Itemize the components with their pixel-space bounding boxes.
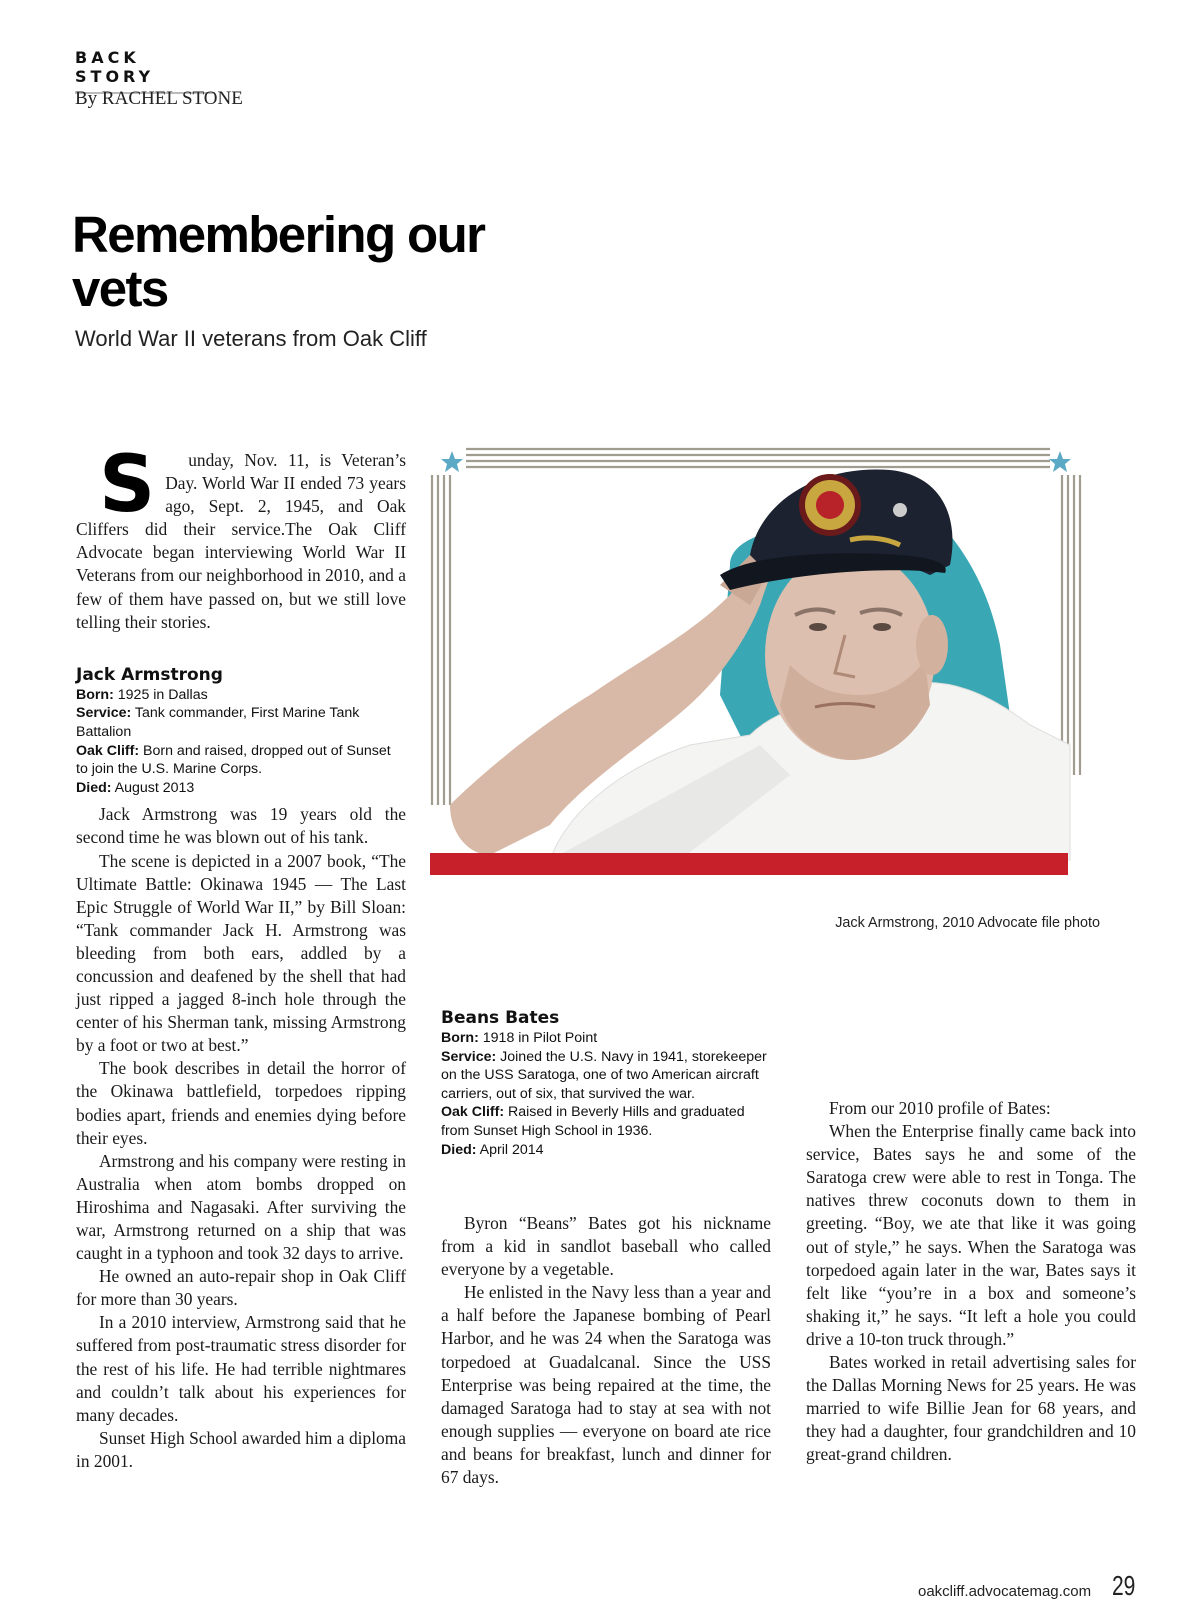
star-icon xyxy=(441,451,463,472)
fact-oak-cliff: Oak Cliff: Raised in Beverly Hills and graduated from Sunset High School in 1936. xyxy=(441,1104,745,1139)
body-paragraph: From our 2010 profile of Bates: xyxy=(829,1098,1051,1118)
veteran-name: Jack Armstrong xyxy=(76,664,223,685)
fact-box-beans xyxy=(441,1007,771,1159)
fact-service: Service: Joined the U.S. Navy in 1941, storekeeper on the USS Saratoga, one of two American aircraft carriers, out of six, that survived the war. xyxy=(441,1048,767,1102)
fact-service: Service: Tank commander, First Marine Tank Battalion xyxy=(76,705,360,740)
veteran-name: Beans Bates xyxy=(441,1008,560,1028)
photo-frame xyxy=(430,445,1110,905)
footer-url: oakcliff.advocatemag.com xyxy=(918,1583,1092,1600)
column-left xyxy=(76,440,406,1473)
fact-born: Born: 1918 in Pilot Point xyxy=(441,1030,598,1046)
intro-text: unday, Nov. 11, is Veteran’s Day. World War II ended 73 years ago, Sept. 2, 1945, and Oak Cliffers did their service.The Oak Cliff Advocate began interviewing World War II Veterans from our neighborhood in 2010, and a few of them have passed on, but we still love telling their stories. xyxy=(76,450,406,632)
column-middle xyxy=(441,1212,771,1489)
photo-caption: Jack Armstrong, 2010 Advocate file photo xyxy=(835,915,1100,931)
body-paragraph: The book describes in detail the horror of the Okinawa battlefield, torpedoes ripping bodies apart, friends and enemies dying before their eyes. xyxy=(76,1058,406,1148)
page-number: 29 xyxy=(1112,1570,1136,1601)
body-paragraph: In a 2010 interview, Armstrong said that he suffered from post-traumatic stress disorder for the rest of his life. He had terrible nightmares and couldn’t talk about his experiences for many decades. xyxy=(76,1312,406,1425)
body-paragraph: Sunset High School awarded him a diploma in 2001. xyxy=(76,1427,406,1471)
fact-died: Died: August 2013 xyxy=(76,779,195,796)
fact-died: Died: April 2014 xyxy=(441,1141,544,1158)
red-banner-bar xyxy=(430,853,1068,875)
subheadline: World War II veterans from Oak Cliff xyxy=(75,326,427,351)
body-paragraph: Bates worked in retail advertising sales for the Dallas Morning News for 25 years. He was married to wife Billie Jean for 68 years, and they had a daughter, four grandchildren and 10 great-grand children. xyxy=(806,1352,1136,1465)
fact-oak-cliff: Oak Cliff: Born and raised, dropped out of Sunset to join the U.S. Marine Corps. xyxy=(76,742,391,778)
headline: Remembering our vets xyxy=(72,206,485,317)
body-paragraph: Jack Armstrong was 19 years old the second time he was blown out of his tank. xyxy=(76,804,406,848)
body-paragraph: He enlisted in the Navy less than a year and a half before the Japanese bombing of Pearl Harbor, and he was 24 when the Saratoga was torpedoed at Guadalcanal. Since the USS Enterprise was being repaired at the time, the damaged Saratoga had to stay at sea with not enough supplies — everyone on board ate rice and beans for breakfast, lunch and dinner for 67 days. xyxy=(441,1282,771,1488)
body-paragraph: The scene is depicted in a 2007 book, “The Ultimate Battle: Okinawa 1945 — The Last Epic Struggle of World War II,” by Bill Sloan: “Tank commander Jack H. Armstrong was bleeding from both ears, addled by a concussion and deafened by the shell that had just ripped a jagged 8-inch hole through the center of his Sherman tank, missing Armstrong by a foot or two at best.” xyxy=(76,850,406,1056)
body-paragraph: He owned an auto-repair shop in Oak Cliff for more than 30 years. xyxy=(76,1266,406,1310)
star-icon xyxy=(1049,451,1071,472)
drop-cap: S xyxy=(99,440,156,530)
fact-born: Born: 1925 in Dallas xyxy=(76,686,208,703)
column-right xyxy=(806,1097,1136,1467)
veteran-salute-photo xyxy=(430,445,1110,905)
body-paragraph: Armstrong and his company were resting in Australia when atom bombs dropped on Hiroshima and Nagasaki. After surviving the war, Armstrong returned on a ship that was caught in a typhoon and took 32 days to arrive. xyxy=(76,1150,406,1264)
fact-box-jack xyxy=(76,664,406,798)
section-kicker: BACK STORY xyxy=(75,48,215,94)
intro-paragraph xyxy=(76,440,406,634)
byline: By RACHEL STONE xyxy=(75,88,243,109)
body-paragraph: Byron “Beans” Bates got his nickname from a kid in sandlot baseball who called everyone by a vegetable. xyxy=(441,1213,771,1280)
body-paragraph: When the Enterprise finally came back into service, Bates says he and some of the Saratoga crew were able to rest in Tonga. The natives threw coconuts down to them in greeting. “Boy, we ate that like it was going out of style,” he says. When the Saratoga was torpedoed again later in the war, Bates says it felt like “you’re in a box and someone’s shaking it,” he says. “It left a hole you could drive a 10-ton truck through.” xyxy=(806,1121,1136,1349)
